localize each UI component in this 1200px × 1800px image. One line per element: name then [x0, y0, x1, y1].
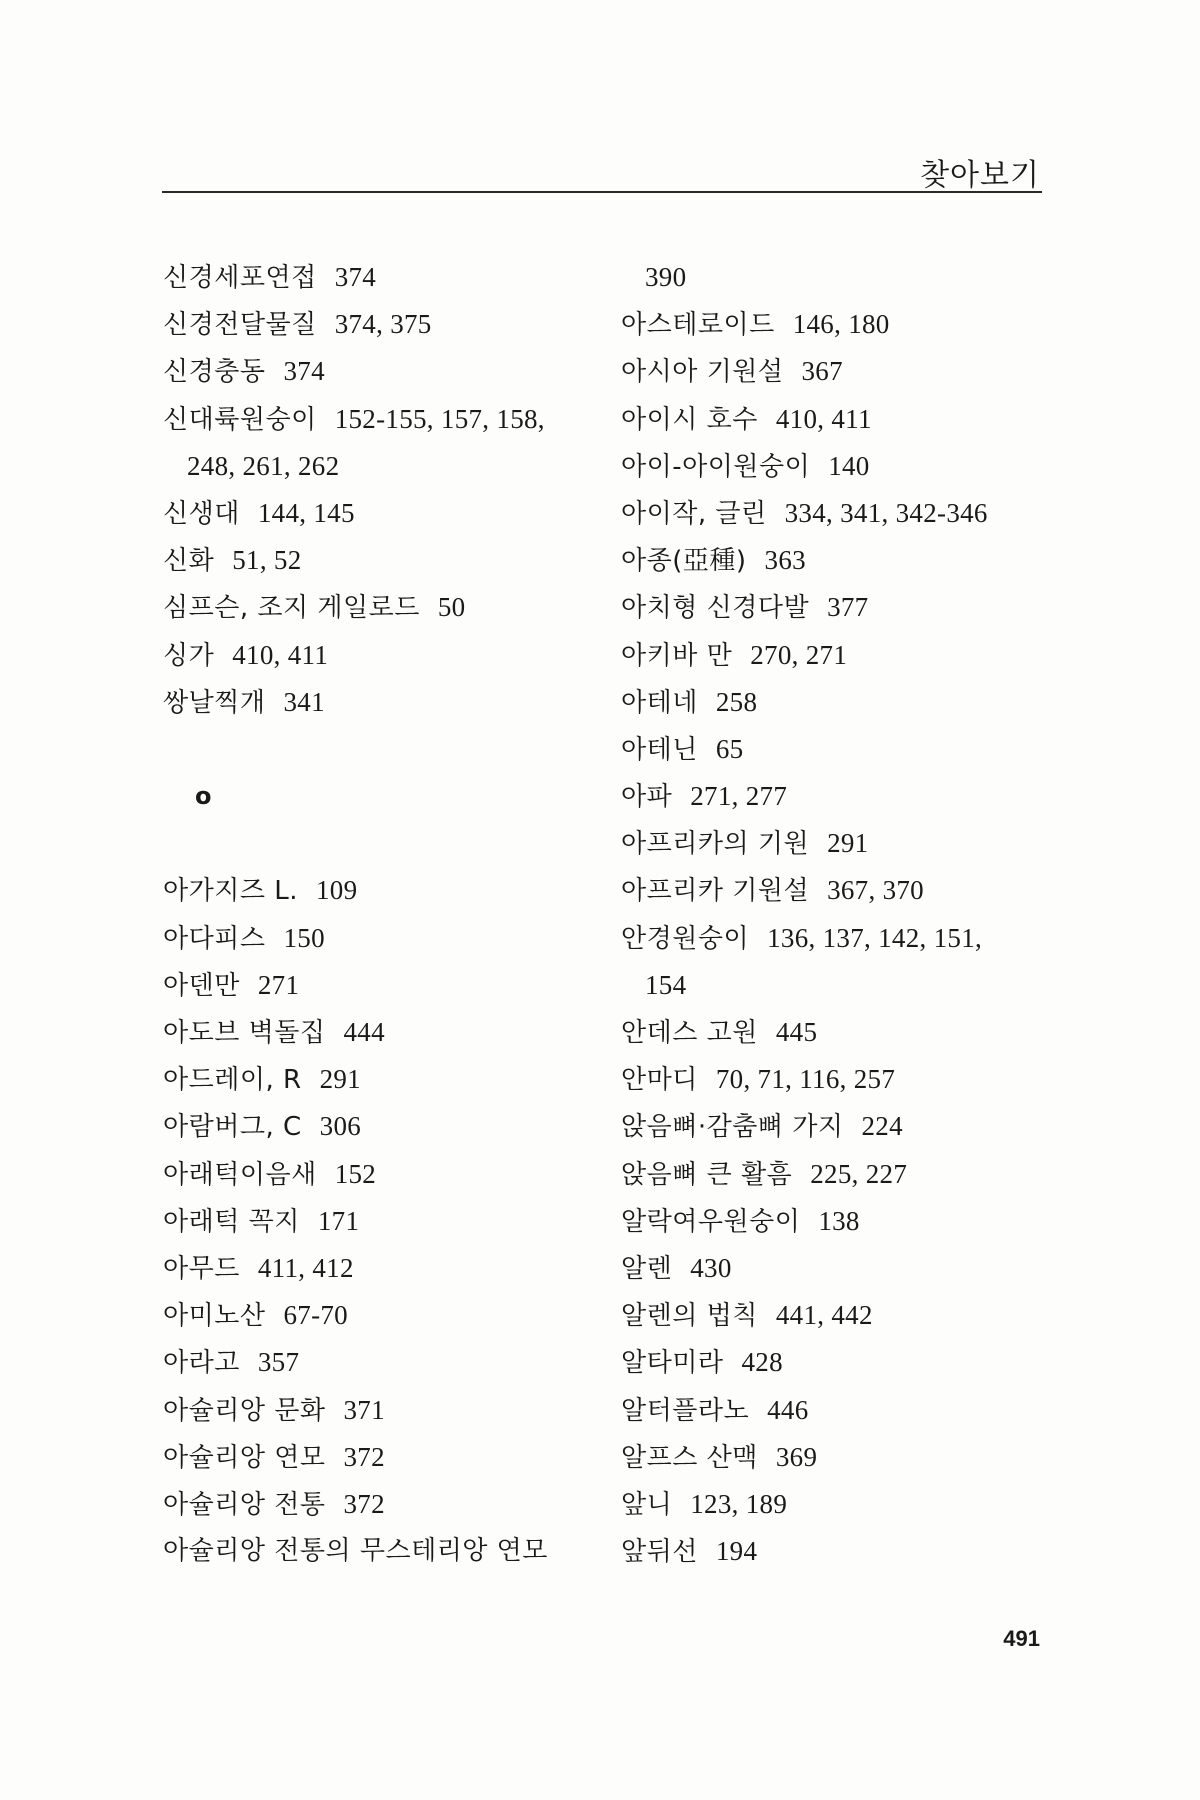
index-entry — [163, 1339, 603, 1386]
index-entry — [621, 820, 1051, 867]
index-pages: 291 — [827, 828, 869, 859]
index-entry — [621, 632, 1051, 679]
index-term: 아키바 만 — [621, 640, 733, 671]
index-entry-continuation — [621, 962, 1051, 1009]
index-pages: 194 — [715, 1536, 758, 1567]
index-pages: 271 — [257, 969, 300, 1000]
index-entry — [163, 1292, 603, 1339]
index-pages: 306 — [319, 1111, 362, 1142]
index-pages: 152-155, 157, 158, — [334, 403, 545, 434]
index-pages: 374 — [334, 262, 377, 292]
index-term: 아테네 — [621, 687, 698, 718]
index-entry — [163, 1245, 603, 1292]
index-entry — [163, 1151, 603, 1198]
index-term: 아슐리앙 전통 — [163, 1489, 326, 1520]
index-entry — [621, 348, 1051, 395]
index-term: 알락여우원숭이 — [621, 1206, 801, 1237]
index-pages: 374, 375 — [334, 309, 432, 340]
index-pages: 150 — [283, 922, 325, 953]
index-pages: 410, 411 — [775, 403, 872, 434]
index-entry — [621, 867, 1051, 914]
index-term: 신경세포연접 — [163, 263, 317, 293]
index-entry — [163, 584, 603, 631]
index-pages: 363 — [764, 545, 806, 576]
index-entry — [163, 1103, 603, 1150]
index-column-right — [621, 254, 1051, 1575]
index-term: 쌍날찍개 — [163, 687, 266, 718]
index-pages: 171 — [317, 1205, 360, 1236]
section-gap — [163, 726, 603, 773]
index-term: 앞니 — [621, 1489, 673, 1520]
index-term: 아테닌 — [621, 734, 698, 765]
index-term: 아이작, 글린 — [621, 498, 767, 529]
index-pages: 225, 227 — [810, 1158, 908, 1189]
index-term: 아라고 — [163, 1348, 240, 1379]
index-entry — [163, 867, 603, 914]
index-term: 알타미라 — [621, 1348, 724, 1379]
index-entry — [621, 773, 1051, 820]
index-term: 아슐리앙 전통의 무스테리앙 연모 — [163, 1536, 548, 1567]
index-pages: 138 — [818, 1205, 860, 1236]
index-pages: 248, 261, 262 — [187, 450, 340, 481]
index-entry-continuation — [621, 254, 1051, 301]
index-term: 신경전달물질 — [163, 310, 317, 341]
index-term: 싱가 — [163, 640, 215, 671]
header-rule — [162, 191, 1042, 193]
index-term: 안데스 고원 — [621, 1018, 758, 1048]
index-term: 안경원숭이 — [621, 923, 750, 954]
index-entry — [163, 1387, 603, 1434]
index-entry — [163, 1481, 603, 1528]
index-pages: 140 — [828, 450, 870, 481]
index-pages: 136, 137, 142, 151, — [767, 922, 983, 953]
index-pages: 445 — [775, 1017, 818, 1047]
index-pages: 146, 180 — [792, 309, 890, 340]
index-entry — [621, 1481, 1051, 1528]
index-term: 아미노산 — [163, 1301, 266, 1332]
index-pages: 291 — [319, 1064, 361, 1095]
index-pages: 411, 412 — [257, 1252, 354, 1283]
index-entry — [163, 1434, 603, 1481]
index-pages: 224 — [861, 1111, 903, 1142]
index-entry — [621, 537, 1051, 584]
index-term: 아래턱 꼭지 — [163, 1206, 300, 1237]
index-pages: 390 — [645, 262, 687, 292]
index-pages: 367, 370 — [827, 875, 924, 906]
index-entry — [163, 254, 603, 301]
index-entry — [163, 396, 603, 443]
index-term: 앞뒤선 — [621, 1537, 698, 1568]
index-pages: 357 — [257, 1347, 300, 1378]
index-term: 알렌 — [621, 1253, 673, 1284]
index-entry — [621, 1292, 1051, 1339]
index-term: 앉음뼈·감춤뼈 가지 — [621, 1112, 844, 1143]
index-term: 아래턱이음새 — [163, 1159, 317, 1190]
index-entry — [163, 915, 603, 962]
index-entry — [163, 1198, 603, 1245]
index-entry — [621, 915, 1051, 962]
index-pages: 428 — [741, 1347, 783, 1378]
index-term: 신경충동 — [163, 357, 266, 388]
index-entry — [621, 1528, 1051, 1575]
index-term: 신생대 — [163, 498, 240, 529]
index-term: 아파 — [621, 782, 673, 813]
section-gap — [163, 820, 603, 867]
index-pages: 446 — [767, 1394, 809, 1425]
index-pages: 65 — [715, 733, 744, 764]
index-entry — [163, 679, 603, 726]
index-pages: 51, 52 — [232, 545, 302, 576]
index-pages: 270, 271 — [750, 639, 848, 670]
running-header: 찾아보기 — [920, 158, 1040, 193]
index-pages: 372 — [343, 1441, 385, 1472]
index-pages: 371 — [343, 1394, 385, 1425]
index-term: 아시아 기원설 — [621, 357, 784, 388]
index-entry — [163, 632, 603, 679]
index-term: 아람버그, C — [163, 1112, 302, 1143]
index-pages: 444 — [343, 1017, 385, 1047]
page-number: 491 — [1003, 1626, 1040, 1651]
index-term: 아치형 신경다발 — [621, 593, 810, 624]
index-entry — [163, 1009, 603, 1056]
index-entry — [163, 1056, 603, 1103]
index-entry — [163, 537, 603, 584]
index-term: 아이시 호수 — [621, 404, 758, 435]
index-entry — [621, 490, 1051, 537]
index-term: 아스테로이드 — [621, 310, 775, 341]
index-term: 아슐리앙 연모 — [163, 1442, 326, 1473]
index-entry — [621, 396, 1051, 443]
index-entry — [621, 679, 1051, 726]
index-pages: 109 — [315, 875, 358, 906]
index-entry — [621, 1198, 1051, 1245]
index-pages: 144, 145 — [257, 497, 355, 528]
index-entry — [621, 1056, 1051, 1103]
index-pages: 441, 442 — [775, 1300, 873, 1331]
index-entry — [621, 726, 1051, 773]
index-term: 신대륙원숭이 — [163, 404, 317, 435]
index-term: 안마디 — [621, 1065, 698, 1096]
section-letter: o — [195, 782, 212, 811]
index-term: 앉음뼈 큰 활흠 — [621, 1159, 793, 1190]
index-pages: 410, 411 — [232, 639, 329, 670]
index-entry — [621, 584, 1051, 631]
index-pages: 430 — [690, 1252, 732, 1283]
index-pages: 258 — [715, 686, 758, 717]
index-entry — [621, 1009, 1051, 1056]
index-term: 알프스 산맥 — [621, 1442, 758, 1473]
index-term: 아다피스 — [163, 923, 266, 954]
index-term: 아도브 벽돌집 — [163, 1018, 326, 1048]
index-term: 알렌의 법칙 — [621, 1301, 758, 1332]
index-entry — [621, 1434, 1051, 1481]
index-pages: 377 — [827, 592, 869, 623]
index-pages: 341 — [283, 686, 325, 717]
index-entry — [621, 443, 1051, 490]
index-term: 아덴만 — [163, 970, 240, 1001]
index-pages: 123, 189 — [690, 1488, 788, 1519]
index-entry — [163, 1528, 603, 1575]
index-entry — [163, 301, 603, 348]
index-pages: 154 — [645, 969, 687, 1000]
index-entry — [621, 1151, 1051, 1198]
index-pages: 374 — [283, 356, 325, 387]
section-heading — [163, 773, 603, 820]
index-pages: 152 — [334, 1158, 377, 1189]
index-entry — [163, 490, 603, 537]
index-pages: 367 — [801, 356, 843, 387]
index-entry — [621, 1245, 1051, 1292]
index-term: 알터플라노 — [621, 1395, 750, 1426]
index-term: 아무드 — [163, 1253, 240, 1284]
index-term: 아슐리앙 문화 — [163, 1395, 326, 1426]
index-column-left — [163, 254, 603, 1575]
index-term: 아종(亞種) — [621, 546, 747, 577]
index-pages: 50 — [437, 592, 466, 623]
index-term: 아이-아이원숭이 — [621, 451, 811, 482]
index-entry — [621, 1339, 1051, 1386]
index-entry — [163, 348, 603, 395]
index-term: 신화 — [163, 546, 215, 577]
index-term: 아프리카 기원설 — [621, 876, 810, 907]
index-pages: 271, 277 — [690, 781, 788, 812]
index-pages: 334, 341, 342-346 — [784, 497, 988, 528]
index-pages: 70, 71, 116, 257 — [715, 1064, 896, 1095]
index-entry-continuation — [163, 443, 603, 490]
index-entry — [621, 301, 1051, 348]
index-pages: 369 — [775, 1441, 818, 1472]
index-entry — [621, 1103, 1051, 1150]
index-term: 아프리카의 기원 — [621, 829, 810, 860]
index-term: 심프슨, 조지 게일로드 — [163, 593, 420, 624]
index-pages: 372 — [343, 1488, 385, 1519]
index-entry — [163, 962, 603, 1009]
index-term: 아가지즈 L. — [163, 876, 298, 907]
index-pages: 67-70 — [283, 1300, 348, 1331]
index-entry — [621, 1387, 1051, 1434]
index-term: 아드레이, R — [163, 1065, 302, 1096]
